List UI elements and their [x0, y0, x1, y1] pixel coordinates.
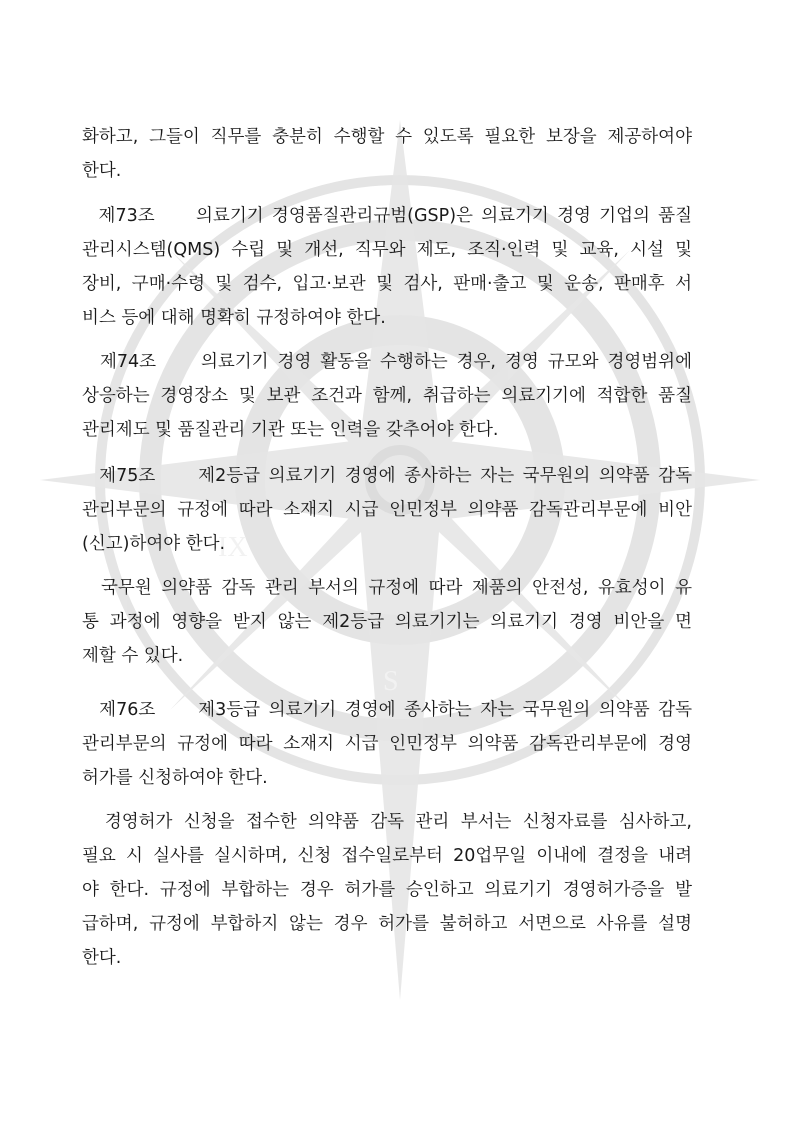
paragraph-3-line: 제74조 의료기기 경영 활동을 수행하는 경우, 경영 규모와 경영범위에 — [82, 352, 692, 372]
paragraph-7-line: 경영허가 신청을 접수한 의약품 감독 관리 부서는 신청자료를 심사하고, — [82, 812, 692, 832]
paragraph-7-line: 급하며, 규정에 부합하지 않는 경우 허가를 불허하고 서면으로 사유를 설명 — [82, 914, 692, 934]
paragraph-2-line: 비스 등에 대해 명확히 규정하여야 한다. — [82, 308, 386, 328]
watermark-letter-ix: IX — [218, 532, 248, 563]
paragraph-2-line: 제73조 의료기기 경영품질관리규범(GSP)은 의료기기 경영 기업의 품질 — [82, 206, 692, 226]
paragraph-4-line: 제75조 제2등급 의료기기 경영에 종사하는 자는 국무원의 의약품 감독 — [82, 466, 692, 486]
paragraph-7-line: 한다. — [82, 948, 122, 968]
paragraph-3-line: 상응하는 경영장소 및 보관 조건과 함께, 취급하는 의료기기에 적합한 품질 — [82, 386, 692, 406]
paragraph-1-line: 화하고, 그들이 직무를 충분히 수행할 수 있도록 필요한 보장을 제공하여야 — [82, 127, 692, 147]
paragraph-4-line: 관리부문의 규정에 따라 소재지 시급 인민정부 의약품 감독관리부문에 비안 — [82, 500, 692, 520]
paragraph-5-line: 국무원 의약품 감독 관리 부서의 규정에 따라 제품의 안전성, 유효성이 유 — [82, 578, 692, 598]
paragraph-5-line: 제할 수 있다. — [82, 646, 184, 666]
paragraph-4-line: (신고)하여야 한다. — [82, 534, 226, 554]
paragraph-7-line: 야 한다. 규정에 부합하는 경우 허가를 승인하고 의료기기 경영허가증을 발 — [82, 880, 692, 900]
paragraph-5-line: 통 과정에 영향을 받지 않는 제2등급 의료기기는 의료기기 경영 비안을 면 — [82, 612, 692, 632]
paragraph-3-line: 관리제도 및 품질관리 기관 또는 인력을 갖추어야 한다. — [82, 420, 499, 440]
watermark-letter-s: S — [383, 666, 399, 697]
paragraph-2-line: 장비, 구매·수령 및 검수, 입고·보관 및 검사, 판매·출고 및 운송, 판매후 서 — [82, 274, 692, 294]
paragraph-7-line: 필요 시 실사를 실시하며, 신청 접수일로부터 20업무일 이내에 결정을 내려 — [82, 846, 692, 866]
paragraph-2-line: 관리시스템(QMS) 수립 및 개선, 직무와 제도, 조직·인력 및 교육, 시설 및 — [82, 240, 692, 260]
paragraph-6-line: 허가를 신청하여야 한다. — [82, 768, 268, 788]
paragraph-6-line: 관리부문의 규정에 따라 소재지 시급 인민정부 의약품 감독관리부문에 경영 — [82, 734, 692, 754]
paragraph-1-line: 한다. — [82, 161, 122, 181]
paragraph-6-line: 제76조 제3등급 의료기기 경영에 종사하는 자는 국무원의 의약품 감독 — [82, 700, 692, 720]
